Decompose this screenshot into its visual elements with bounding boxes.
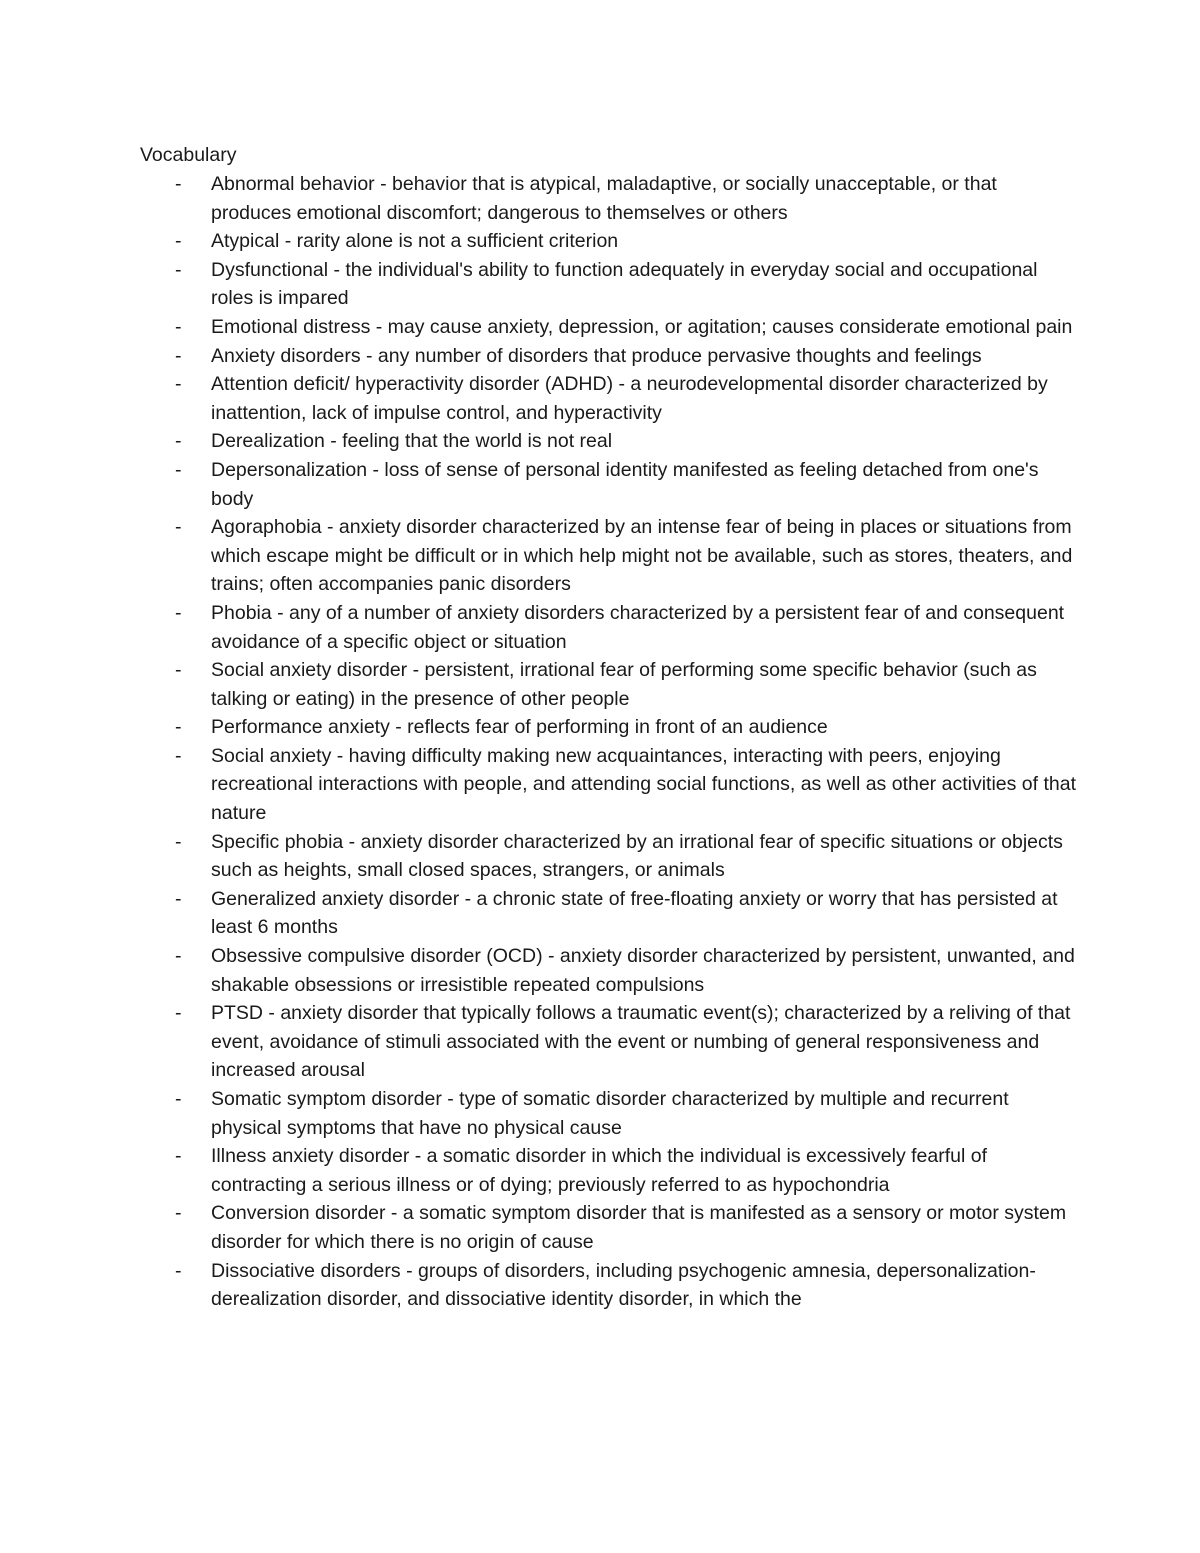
list-item-text: Phobia - any of a number of anxiety disorders characterized by a persistent fear of and consequent avoidance of a specific object or situation [211, 601, 1065, 653]
list-item-text: Generalized anxiety disorder - a chronic state of free-floating anxiety or worry that has persisted at least 6 months [211, 887, 1058, 939]
bullet-dash: - [175, 258, 182, 281]
list-item [140, 742, 1080, 828]
bullet-dash: - [175, 1002, 182, 1025]
list-item-text: Somatic symptom disorder - type of somatic disorder characterized by multiple and recurrent physical symptoms that have no physical cause [211, 1088, 1009, 1139]
bullet-dash: - [175, 744, 182, 767]
list-item-text: Conversion disorder - a somatic symptom disorder that is manifested as a sensory or motor system disorder for which there is no origin of cause [211, 1202, 1067, 1253]
list-item-text: Performance anxiety - reflects fear of performing in front of an audience [211, 716, 828, 739]
list-item-text: Atypical - rarity alone is not a sufficient criterion [211, 230, 619, 253]
list-item-text: Depersonalization - loss of sense of personal identity manifested as feeling detached from one's body [211, 458, 1039, 510]
bullet-dash: - [175, 830, 182, 853]
list-item-text: PTSD - anxiety disorder that typically follows a traumatic event(s); characterized by a reliving of that event, avoidance of stimuli associated with the event or numbing of general responsiveness and increased arousal [211, 1002, 1071, 1082]
list-item [140, 942, 1080, 999]
list-item [140, 713, 1080, 742]
list-item [140, 170, 1080, 227]
bullet-dash: - [175, 315, 182, 338]
bullet-dash: - [175, 430, 182, 453]
bullet-dash: - [175, 945, 182, 968]
list-item-text: Dysfunctional - the individual's ability to function adequately in everyday social and occupational roles is impared [211, 258, 1038, 310]
bullet-dash: - [175, 516, 182, 539]
list-item-text: Agoraphobia - anxiety disorder characterized by an intense fear of being in places or situations from which escape might be difficult or in which help might not be available, such as stores, theaters, and trains; often accompanies panic disorders [211, 516, 1073, 596]
bullet-dash: - [175, 1145, 182, 1168]
bullet-dash: - [175, 344, 182, 367]
list-item [140, 1085, 1080, 1142]
list-item [140, 1257, 1080, 1314]
bullet-dash: - [175, 887, 182, 910]
bullet-dash: - [175, 230, 182, 253]
vocabulary-list [140, 170, 1080, 1314]
list-item-text: Obsessive compulsive disorder (OCD) - anxiety disorder characterized by persistent, unwanted, and shakable obsessions or irresistible repeated compulsions [211, 945, 1075, 996]
list-item-text: Illness anxiety disorder - a somatic disorder in which the individual is excessively fearful of contracting a serious illness or of dying; previously referred to as hypochondria [211, 1145, 988, 1196]
list-item-text: Emotional distress - may cause anxiety, depression, or agitation; causes considerate emotional pain [211, 315, 1073, 338]
list-item [140, 999, 1080, 1085]
bullet-dash: - [175, 1259, 182, 1282]
bullet-dash: - [175, 1088, 182, 1110]
list-item-text: Derealization - feeling that the world is not real [211, 430, 613, 453]
page-title: Vocabulary [140, 144, 237, 166]
list-item [140, 370, 1080, 427]
list-item [140, 828, 1080, 885]
list-item [140, 342, 1080, 371]
list-item [140, 427, 1080, 456]
bullet-dash: - [175, 458, 182, 481]
list-item-text: Anxiety disorders - any number of disorders that produce pervasive thoughts and feelings [211, 344, 982, 367]
bullet-dash: - [175, 173, 182, 195]
list-item-text: Abnormal behavior - behavior that is atypical, maladaptive, or socially unacceptable, or that produces emotional discomfort; dangerous to themselves or others [211, 173, 997, 224]
bullet-dash: - [175, 373, 182, 396]
list-item-text: Social anxiety disorder - persistent, irrational fear of performing some specific behavior (such as talking or eating) in the presence of other people [211, 659, 1037, 710]
list-item-text: Dissociative disorders - groups of disorders, including psychogenic amnesia, depersonalization-derealization disorder, and dissociative identity disorder, in which the [211, 1259, 1036, 1311]
bullet-dash: - [175, 1202, 182, 1225]
list-item [140, 256, 1080, 313]
list-item-text: Specific phobia - anxiety disorder characterized by an irrational fear of specific situations or objects such as heights, small closed spaces, strangers, or animals [211, 830, 1063, 882]
list-item [140, 313, 1080, 342]
list-item [140, 1142, 1080, 1199]
bullet-dash: - [175, 659, 182, 682]
bullet-dash: - [175, 601, 182, 624]
list-item [140, 656, 1080, 713]
list-item-text: Social anxiety - having difficulty making new acquaintances, interacting with peers, enjoying recreational interactions with people, and attending social functions, as well as other activities of that nature [211, 744, 1076, 825]
list-item [140, 1199, 1080, 1256]
list-item [140, 227, 1080, 256]
list-item-text: Attention deficit/ hyperactivity disorder (ADHD) - a neurodevelopmental disorder characterized by inattention, lack of impulse control, and hyperactivity [211, 373, 1048, 424]
list-item [140, 513, 1080, 599]
list-item [140, 599, 1080, 656]
bullet-dash: - [175, 716, 182, 739]
list-item [140, 456, 1080, 513]
list-item [140, 885, 1080, 942]
